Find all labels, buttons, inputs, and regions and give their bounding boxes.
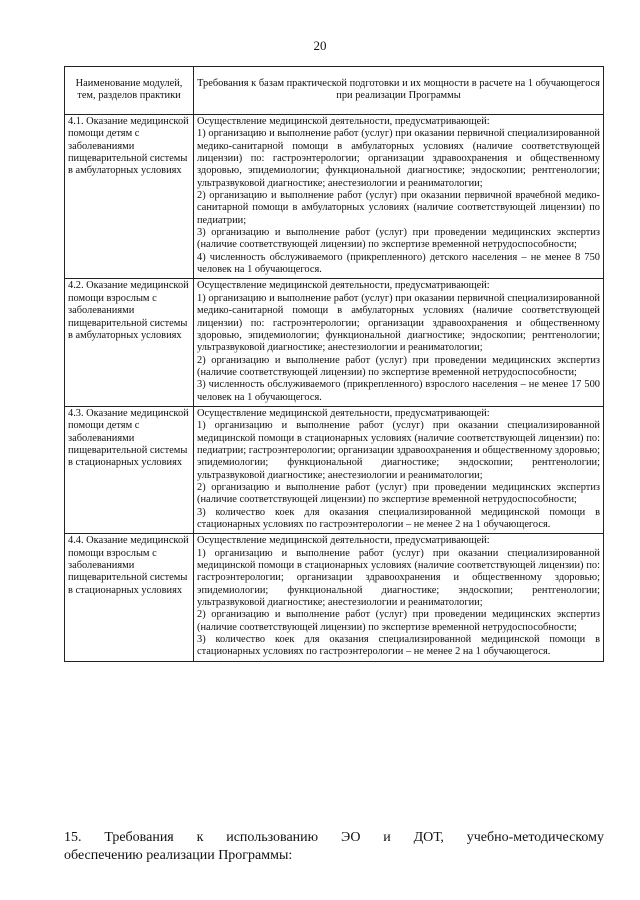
module-cell: 4.2. Оказание медицинской помощи взрослым с заболеваниями пищеварительной системы в амбулаторных условиях bbox=[65, 279, 194, 406]
requirement-item: 1) организацию и выполнение работ (услуг) при оказании специализированной медицинской помощи в стационарных условиях (наличие соответствующей лицензии) по: педиатрии; гастроэнтерологии; организации здравоохранения и общественному здоровью; эпидемиологии; функциональной диагностике; эндоскопии; рентгенологии; ультразвуковой диагностике; анестезиологии и реаниматологии; bbox=[197, 420, 600, 481]
table-row bbox=[65, 115, 604, 279]
requirement-item: 3) количество коек для оказания специализированной медицинской помощи в стационарных условиях по гастроэнтерологии – не менее 2 на 1 обучающегося. bbox=[197, 634, 600, 658]
page-number: 20 bbox=[313, 38, 327, 53]
requirements-table bbox=[64, 66, 604, 662]
requirement-item: 1) организацию и выполнение работ (услуг) при оказании специализированной медицинской помощи в стационарных условиях (наличие соответствующей лицензии) по: гастроэнтерологии; организации здравоохранения и общественному здоровью; эпидемиологии; функциональной диагностике; эндоскопии; рентгенологии; ультразвуковой диагностике; анестезиологии и реаниматологии; bbox=[197, 547, 600, 609]
requirements-lead: Осуществление медицинской деятельности, предусматривающей: bbox=[197, 407, 490, 419]
requirements-cell bbox=[194, 279, 604, 406]
requirement-item: 1) организацию и выполнение работ (услуг) при оказании первичной специализированной медико-санитарной помощи в амбулаторных условиях (наличие соответствующей лицензии) по: гастроэнтерологии; организации здравоохранения и общественному здоровью, эпидемиологии; функциональной диагностике; эндоскопии; рентгенологии; ультразвуковой диагностике; анестезиологии и реаниматологии; bbox=[197, 292, 600, 354]
header-requirements: Требования к базам практической подготовки и их мощности в расчете на 1 обучающегося при реализации Программы bbox=[194, 67, 604, 115]
requirement-item: 4) численность обслуживаемого (прикрепленного) детского населения – не менее 8 750 человек на 1 обучающегося. bbox=[197, 251, 600, 276]
table-row bbox=[65, 406, 604, 533]
requirements-cell bbox=[194, 534, 604, 661]
requirements-lead: Осуществление медицинской деятельности, предусматривающей: bbox=[197, 116, 490, 127]
requirements-lead: Осуществление медицинской деятельности, предусматривающей: bbox=[197, 535, 490, 547]
requirement-item: 1) организацию и выполнение работ (услуг) при оказании первичной специализированной медико-санитарной помощи в амбулаторных условиях (наличие соответствующей лицензии) по: гастроэнтерологии; организации здравоохранения и общественному здоровью, эпидемиологии; функциональной диагностике; эндоскопии; рентгенологии; ультразвуковой диагностике; анестезиологии и реаниматологии; bbox=[197, 128, 600, 189]
requirements-lead: Осуществление медицинской деятельности, предусматривающей: bbox=[197, 280, 490, 292]
requirement-item: 2) организацию и выполнение работ (услуг) при проведении медицинских экспертиз (наличие соответствующей лицензии) по экспертизе временной нетрудоспособности; bbox=[197, 481, 600, 506]
requirement-item: 2) организацию и выполнение работ (услуг) при проведении медицинских экспертиз (наличие соответствующей лицензии) по экспертизе временной нетрудоспособности; bbox=[197, 354, 600, 378]
section-heading-line-1: 15. Требования к использованию ЭО и ДОТ, учебно-методическому bbox=[64, 830, 604, 845]
requirements-cell bbox=[194, 115, 604, 279]
table-header-row bbox=[65, 67, 604, 115]
section-heading-line-2: обеспечению реализации Программы: bbox=[64, 848, 293, 863]
requirement-item: 2) организацию и выполнение работ (услуг) при оказании первичной врачебной медико-санитарной помощи в амбулаторных условиях (наличие соответствующей лицензии) по педиатрии; bbox=[197, 190, 600, 226]
module-cell: 4.4. Оказание медицинской помощи взрослым с заболеваниями пищеварительной системы в стационарных условиях bbox=[65, 534, 194, 661]
requirements-cell bbox=[194, 406, 604, 533]
module-cell: 4.3. Оказание медицинской помощи детям с заболеваниями пищеварительной системы в стационарных условиях bbox=[65, 406, 194, 533]
requirement-item: 2) организацию и выполнение работ (услуг) при проведении медицинских экспертиз (наличие соответствующей лицензии) по экспертизе временной нетрудоспособности; bbox=[197, 609, 600, 633]
requirement-item: 3) организацию и выполнение работ (услуг) при проведении медицинских экспертиз (наличие соответствующей лицензии) по экспертизе временной нетрудоспособности; bbox=[197, 227, 600, 251]
header-modules: Наименование модулей, тем, разделов практики bbox=[65, 67, 194, 115]
module-cell: 4.1. Оказание медицинской помощи детям с заболеваниями пищеварительной системы в амбулаторных условиях bbox=[65, 115, 194, 279]
requirement-item: 3) количество коек для оказания специализированной медицинской помощи в стационарных условиях по гастроэнтерологии – не менее 2 на 1 обучающегося. bbox=[197, 506, 600, 530]
requirement-item: 3) численность обслуживаемого (прикрепленного) взрослого населения – не менее 17 500 человек на 1 обучающегося. bbox=[197, 379, 600, 403]
table-row bbox=[65, 534, 604, 661]
table-row bbox=[65, 279, 604, 406]
